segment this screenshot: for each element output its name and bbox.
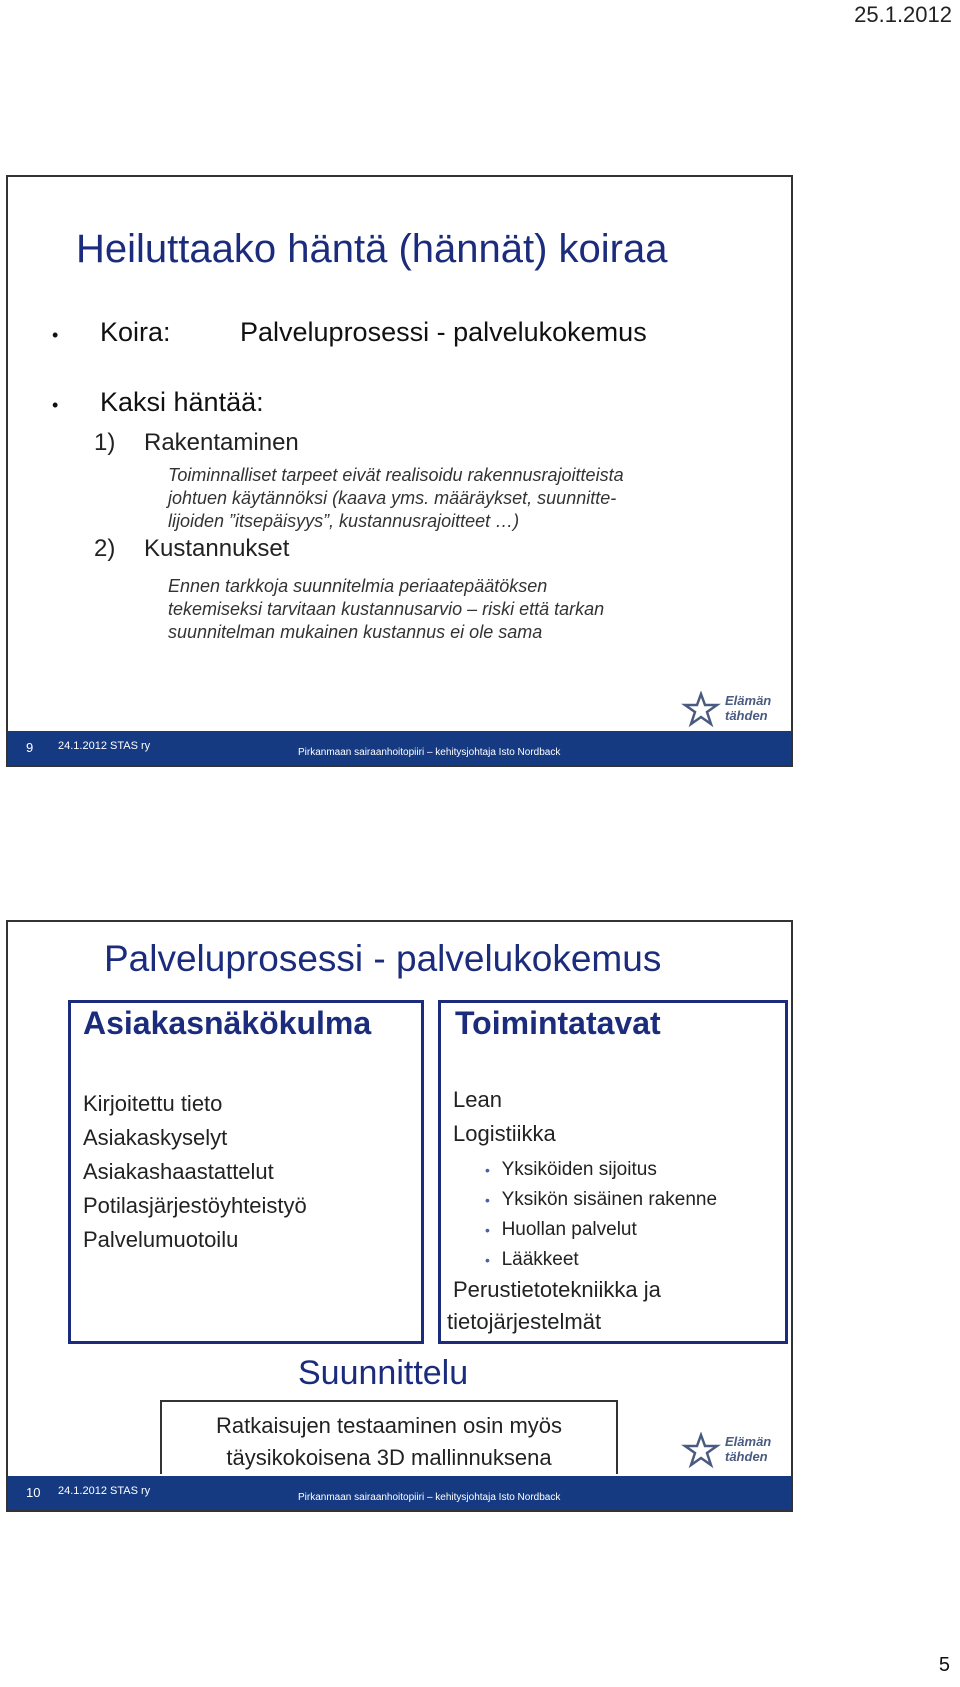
list-item: Logistiikka — [453, 1121, 556, 1146]
bullet-label: Koira: — [100, 317, 171, 347]
planning-line: täysikokoisena 3D mallinnuksena — [226, 1445, 552, 1470]
bullet-dot: • — [52, 395, 59, 415]
item-title: Rakentaminen — [144, 429, 299, 456]
list-item: Kirjoitettu tieto — [83, 1091, 223, 1116]
sub-item-text: Yksikön sisäinen rakenne — [501, 1189, 718, 1210]
item-description — [168, 464, 624, 533]
slide-title: Palveluprosessi - palvelukokemus — [104, 938, 662, 979]
operating-methods-box — [438, 1000, 788, 1344]
item-number: 1) — [94, 429, 116, 456]
item-number: 2) — [94, 535, 116, 562]
list-item: Palvelumuotoilu — [83, 1227, 239, 1252]
sub-list — [485, 1155, 717, 1275]
bullet-dot: • — [485, 1252, 502, 1268]
planning-heading: Suunnittelu — [298, 1354, 469, 1392]
description-line: suunnitelman mukainen kustannus ei ole sama — [168, 622, 543, 642]
slide-number: 10 — [26, 1485, 41, 1500]
logo-text — [725, 1434, 771, 1464]
list-item: Perustietotekniikka ja — [453, 1277, 661, 1302]
sub-list-item — [485, 1245, 717, 1275]
customer-perspective-box — [68, 1000, 424, 1344]
slide-10 — [6, 920, 793, 1512]
bullet-value: Palveluprosessi - palvelukokemus — [240, 317, 647, 347]
bullet-dot: • — [485, 1222, 502, 1238]
logo-text — [725, 693, 771, 723]
planning-box — [160, 1400, 618, 1480]
sub-list-item — [485, 1185, 717, 1215]
description-line: Toiminnalliset tarpeet eivät realisoidu rakennusrajoitteista — [168, 465, 624, 485]
star-logo-icon — [681, 691, 721, 731]
item-description — [168, 575, 604, 644]
description-line: lijoiden ”itsepäisyys”, kustannusrajoitteet …) — [168, 511, 520, 531]
list-item: Potilasjärjestöyhteistyö — [83, 1193, 307, 1218]
logo-line: Elämän — [725, 1434, 772, 1449]
box-heading: Toimintatavat — [455, 1005, 661, 1041]
elaman-tahden-logo — [681, 1430, 781, 1474]
sub-item-text: Huollan palvelut — [501, 1219, 637, 1240]
logo-line: Elämän — [725, 693, 772, 708]
footer-author: Pirkanmaan sairaanhoitopiiri – kehitysjohtaja Isto Nordback — [298, 747, 561, 758]
elaman-tahden-logo — [681, 689, 781, 733]
logo-line: tähden — [725, 708, 768, 723]
description-line: tekemiseksi tarvitaan kustannusarvio – riski että tarkan — [168, 599, 605, 619]
box-list — [83, 1087, 307, 1257]
slide-footer — [8, 1474, 791, 1510]
bullet-dot: • — [485, 1162, 502, 1178]
star-logo-icon — [681, 1432, 721, 1472]
sub-item-text: Lääkkeet — [501, 1249, 579, 1270]
description-line: Ennen tarkkoja suunnitelmia periaatepäätöksen — [168, 576, 548, 596]
list-item: Asiakashaastattelut — [83, 1159, 274, 1184]
planning-text — [162, 1410, 616, 1474]
page-number: 5 — [938, 1654, 950, 1676]
header-date: 25.1.2012 — [854, 2, 952, 27]
list-item: Lean — [453, 1087, 502, 1112]
list-item: tietojärjestelmät — [447, 1309, 602, 1334]
slide-title: Heiluttaako häntä (hännät) koiraa — [76, 227, 668, 271]
list-item: Asiakaskyselyt — [83, 1125, 228, 1150]
slide-9 — [6, 175, 793, 767]
sub-list-item — [485, 1155, 717, 1185]
footer-author: Pirkanmaan sairaanhoitopiiri – kehitysjohtaja Isto Nordback — [298, 1492, 561, 1503]
item-title: Kustannukset — [144, 535, 290, 562]
slide-footer — [8, 729, 791, 765]
logo-line: tähden — [725, 1449, 768, 1464]
footer-date: 24.1.2012 STAS ry — [58, 1485, 151, 1497]
description-line: johtuen käytännöksi (kaava yms. määräykset, suunnitte- — [168, 488, 617, 508]
sub-item-text: Yksiköiden sijoitus — [501, 1159, 657, 1180]
slide-number: 9 — [26, 740, 34, 755]
footer-date: 24.1.2012 STAS ry — [58, 740, 151, 752]
sub-list-item — [485, 1215, 717, 1245]
planning-line: Ratkaisujen testaaminen osin myös — [215, 1413, 563, 1438]
bullet-dot: • — [52, 325, 59, 345]
bullet-dot: • — [485, 1192, 502, 1208]
box-heading: Asiakasnäkökulma — [83, 1005, 372, 1041]
bullet-label: Kaksi häntää: — [100, 387, 264, 417]
